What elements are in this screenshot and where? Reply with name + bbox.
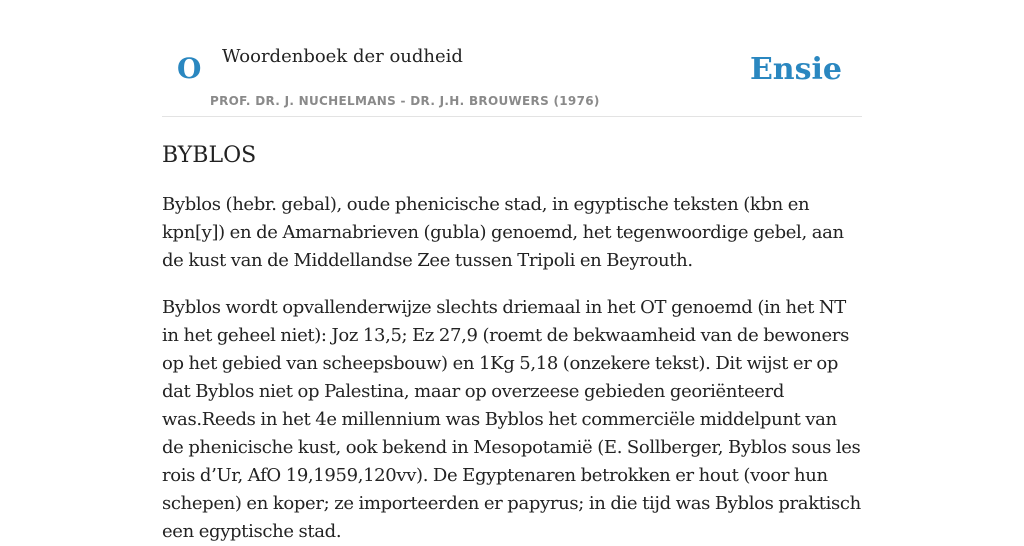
book-title[interactable]: Woordenboek der oudheid <box>222 46 463 67</box>
brand-logo[interactable]: Ensie <box>749 52 842 87</box>
entry-paragraph-1: Byblos (hebr. gebal), oude phenicische stad, in egyptische teksten (kbn en kpn[y]) en de Amarnabrieven (gubla) genoemd, het tegenwoordige gebel, aan de kust van de Middellandse Zee tussen Tripoli en Beyrouth. <box>162 194 844 271</box>
index-letter[interactable]: O <box>177 52 202 85</box>
entry-title: BYBLOS <box>162 143 257 168</box>
header <box>162 0 862 117</box>
entry-paragraph-2: Byblos wordt opvallenderwijze slechts driemaal in het OT genoemd (in het NT in het geheel niet): Joz 13,5; Ez 27,9 (roemt de bekwaamheid van de bewoners op het gebied van scheepsbouw) en 1Kg 5,18 (onzekere tekst). Dit wijst er op dat Byblos niet op Palestina, maar op overzeese gebieden georiënteerd was.Reeds in het 4e millennium was Byblos het commerciële middelpunt van de phenicische kust, ook bekend in Mesopotamië (E. Sollberger, Byblos sous les rois d’Ur, AfO 19,1959,120vv). De Egyptenaren betrokken er hout (voor hun schepen) en koper; ze importeerden er papyrus; in die tijd was Byblos praktisch een egyptische stad. <box>162 297 861 542</box>
page <box>162 0 862 546</box>
authors-line: PROF. DR. J. NUCHELMANS - DR. J.H. BROUWERS (1976) <box>210 94 600 108</box>
